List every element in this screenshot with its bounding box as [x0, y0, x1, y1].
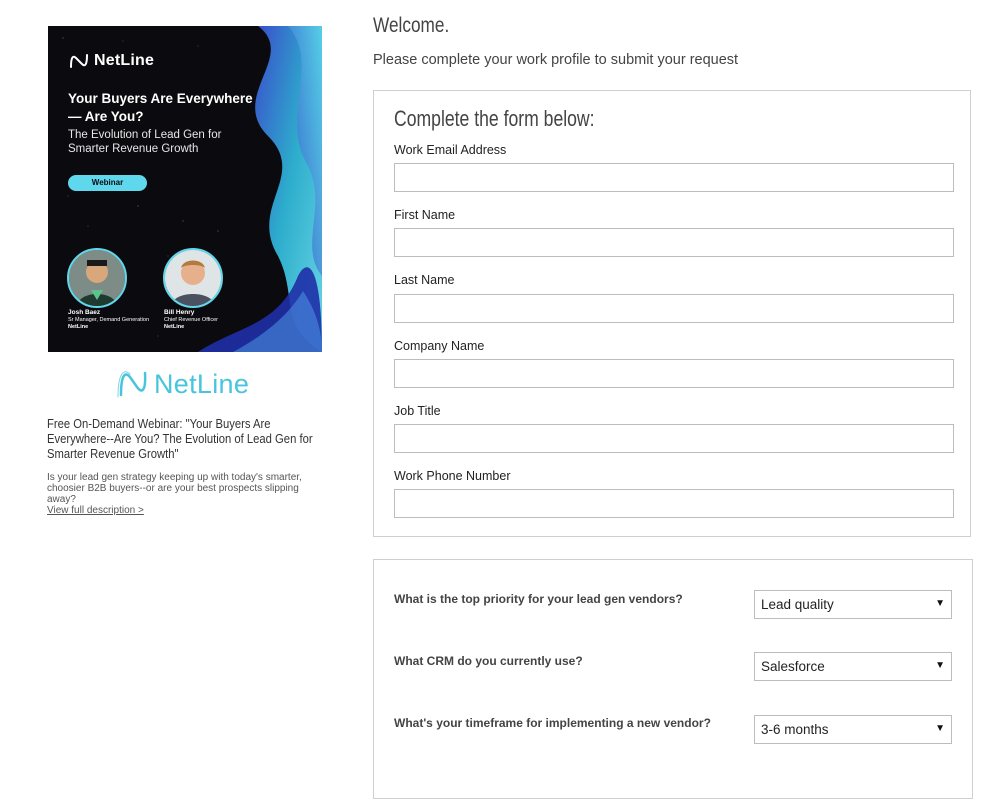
- speaker-photo-josh: [67, 248, 127, 308]
- job-title-label: Job Title: [394, 404, 441, 418]
- webinar-badge: Webinar: [68, 175, 147, 191]
- speaker-org: NetLine: [68, 323, 89, 330]
- job-title-input[interactable]: [394, 424, 954, 453]
- last-name-input[interactable]: [394, 294, 954, 323]
- qualifying-questions: [373, 559, 973, 799]
- first-name-input[interactable]: [394, 228, 954, 257]
- work-phone-label: Work Phone Number: [394, 469, 511, 483]
- promo-subheadline: The Evolution of Lead Gen for Smarter Revenue Growth: [68, 129, 222, 155]
- welcome-heading: Welcome.: [373, 14, 450, 37]
- speaker-photo-bill: [163, 248, 223, 308]
- priority-select[interactable]: [754, 590, 952, 619]
- work-email-label: Work Email Address: [394, 143, 507, 157]
- caret-down-icon: ▼: [935, 660, 945, 671]
- welcome-subtitle: Please complete your work profile to submit your request: [373, 52, 739, 68]
- company-name-input[interactable]: [394, 359, 954, 388]
- company-name-label: Company Name: [394, 339, 485, 353]
- crm-select-value: Salesforce: [761, 659, 825, 674]
- promo-headline: Your Buyers Are Everywhere — Are You?: [68, 91, 253, 124]
- resource-description: Is your lead gen strategy keeping up with today's smarter, choosier B2B buyers--or are your best prospects slipping away?: [47, 472, 302, 505]
- caret-down-icon: ▼: [935, 598, 945, 609]
- work-email-input[interactable]: [394, 163, 954, 192]
- first-name-label: First Name: [394, 208, 456, 222]
- question-label-crm: What CRM do you currently use?: [394, 654, 583, 668]
- netline-logo-text: NetLine: [154, 368, 250, 399]
- form-heading: Complete the form below:: [394, 106, 595, 131]
- timeframe-select-value: 3-6 months: [761, 722, 829, 737]
- last-name-label: Last Name: [394, 273, 455, 287]
- netline-mark-icon: [68, 52, 90, 70]
- crm-select[interactable]: [754, 652, 952, 681]
- speaker-name: Josh Baez: [68, 309, 101, 316]
- speaker-bill: [164, 309, 218, 330]
- speaker-name: Bill Henry: [164, 309, 195, 316]
- caret-down-icon: ▼: [935, 723, 945, 734]
- profile-form: [373, 90, 971, 537]
- view-full-description-link[interactable]: View full description >: [47, 505, 144, 516]
- netline-logo-icon: [116, 367, 150, 401]
- speaker-role: Sr Manager, Demand Generation: [68, 317, 150, 323]
- promo-logo: [68, 52, 154, 70]
- promo-logo-text: NetLine: [94, 52, 155, 69]
- speaker-role: Chief Revenue Officer: [164, 317, 219, 323]
- question-label-timeframe: What's your timeframe for implementing a new vendor?: [394, 716, 711, 730]
- question-label-priority: What is the top priority for your lead gen vendors?: [394, 592, 683, 606]
- timeframe-select[interactable]: [754, 715, 952, 744]
- speaker-org: NetLine: [164, 323, 185, 330]
- priority-select-value: Lead quality: [761, 597, 834, 612]
- work-phone-input[interactable]: [394, 489, 954, 518]
- resource-title: Free On-Demand Webinar: "Your Buyers Are Everywhere--Are You? The Evolution of Lead Gen for Smarter Revenue Growth": [47, 417, 313, 461]
- promo-image: [48, 26, 322, 352]
- netline-logo: [116, 367, 249, 401]
- speaker-josh: [68, 309, 149, 330]
